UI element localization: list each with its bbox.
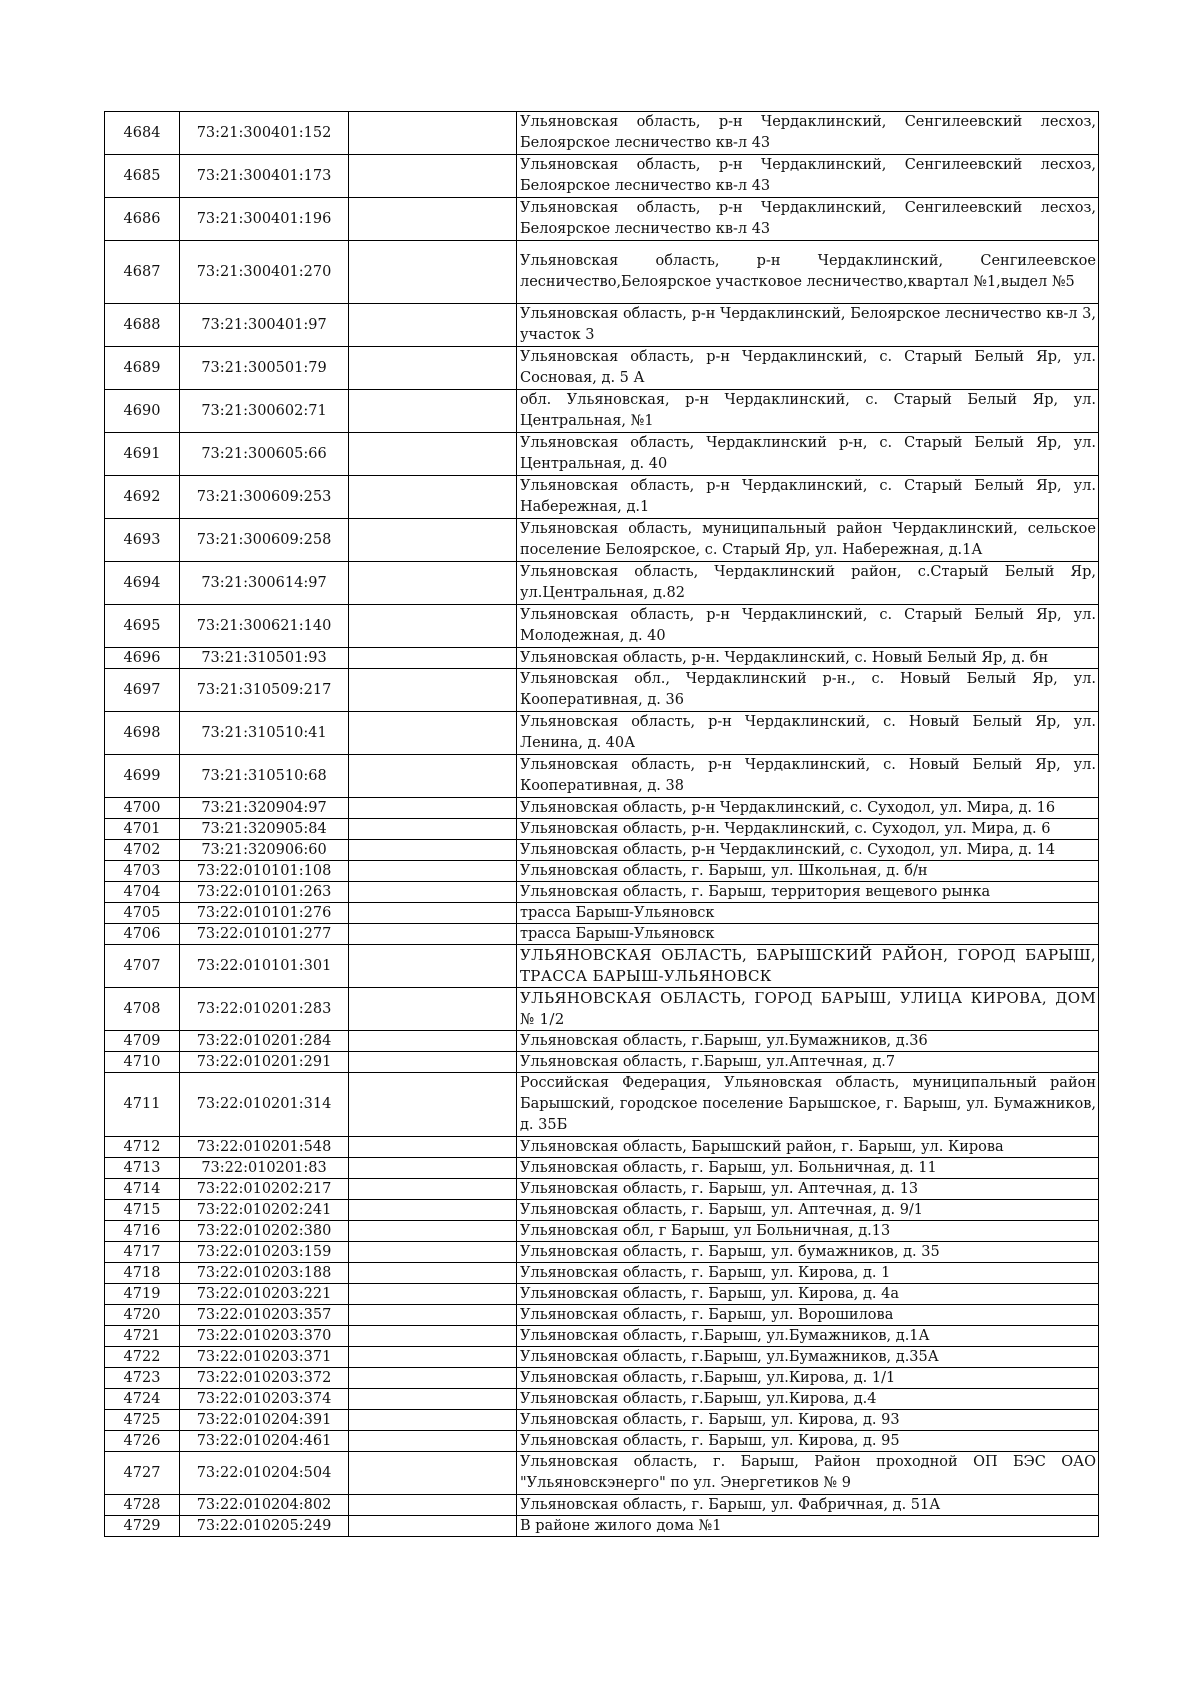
cadastral-number-cell: 73:22:010203:188 [180, 1263, 349, 1284]
cadastral-number-cell: 73:21:300401:152 [180, 112, 349, 155]
cadastral-number-cell: 73:21:320905:84 [180, 819, 349, 840]
empty-cell [349, 605, 517, 648]
row-number-cell: 4703 [105, 861, 180, 882]
empty-cell [349, 1052, 517, 1073]
empty-cell [349, 390, 517, 433]
address-cell: Ульяновская обл, г Барыш, ул Больничная, д.13 [517, 1221, 1099, 1242]
cadastral-number-cell: 73:21:300401:97 [180, 304, 349, 347]
table-row [105, 712, 1099, 755]
empty-cell [349, 840, 517, 861]
address-cell: Ульяновская область, р-н Чердаклинский, с. Старый Белый Яр, ул. Набережная, д.1 [517, 476, 1099, 519]
empty-cell [349, 476, 517, 519]
cadastral-number-cell: 73:21:310510:41 [180, 712, 349, 755]
cadastral-number-cell: 73:22:010205:249 [180, 1516, 349, 1537]
cadastral-number-cell: 73:22:010201:291 [180, 1052, 349, 1073]
empty-cell [349, 1158, 517, 1179]
empty-cell [349, 924, 517, 945]
row-number-cell: 4694 [105, 562, 180, 605]
cadastral-number-cell: 73:21:300602:71 [180, 390, 349, 433]
cadastral-number-cell: 73:21:300401:196 [180, 198, 349, 241]
row-number-cell: 4722 [105, 1347, 180, 1368]
row-number-cell: 4719 [105, 1284, 180, 1305]
cadastral-number-cell: 73:21:310509:217 [180, 669, 349, 712]
cadastral-number-cell: 73:21:300621:140 [180, 605, 349, 648]
table-row [105, 347, 1099, 390]
table-row [105, 476, 1099, 519]
table-row [105, 1242, 1099, 1263]
address-cell: Ульяновская область, г.Барыш, ул.Кирова, д.4 [517, 1389, 1099, 1410]
table-row [105, 112, 1099, 155]
row-number-cell: 4708 [105, 988, 180, 1031]
row-number-cell: 4698 [105, 712, 180, 755]
empty-cell [349, 1200, 517, 1221]
table-row [105, 945, 1099, 988]
address-cell: Ульяновская область, г.Барыш, ул.Бумажников, д.35А [517, 1347, 1099, 1368]
address-cell: Ульяновская область, г.Барыш, ул.Бумажников, д.36 [517, 1031, 1099, 1052]
cadastral-number-cell: 73:22:010203:159 [180, 1242, 349, 1263]
address-cell: Ульяновская область, р-н Чердаклинский, Сенгилеевский лесхоз, Белоярское лесничество кв-л 43 [517, 112, 1099, 155]
table-body [105, 112, 1099, 1537]
row-number-cell: 4726 [105, 1431, 180, 1452]
row-number-cell: 4685 [105, 155, 180, 198]
empty-cell [349, 112, 517, 155]
cadastral-number-cell: 73:22:010203:357 [180, 1305, 349, 1326]
cadastral-number-cell: 73:22:010204:504 [180, 1452, 349, 1495]
cadastral-number-cell: 73:22:010201:548 [180, 1137, 349, 1158]
empty-cell [349, 669, 517, 712]
empty-cell [349, 1221, 517, 1242]
empty-cell [349, 945, 517, 988]
row-number-cell: 4693 [105, 519, 180, 562]
cadastral-number-cell: 73:22:010203:370 [180, 1326, 349, 1347]
address-cell: Ульяновская область, г. Барыш, ул. Кирова, д. 95 [517, 1431, 1099, 1452]
row-number-cell: 4687 [105, 241, 180, 304]
cadastral-number-cell: 73:21:300605:66 [180, 433, 349, 476]
row-number-cell: 4716 [105, 1221, 180, 1242]
row-number-cell: 4684 [105, 112, 180, 155]
cadastral-number-cell: 73:22:010203:374 [180, 1389, 349, 1410]
row-number-cell: 4707 [105, 945, 180, 988]
cadastral-number-cell: 73:21:320904:97 [180, 798, 349, 819]
table-row [105, 924, 1099, 945]
table-row [105, 1516, 1099, 1537]
empty-cell [349, 1410, 517, 1431]
address-cell: Ульяновская область, г. Барыш, ул. Школьная, д. б/н [517, 861, 1099, 882]
address-cell: Ульяновская область, муниципальный район Чердаклинский, сельское поселение Белоярское, с. Старый Яр, ул. Набережная, д.1А [517, 519, 1099, 562]
address-cell: Ульяновская область, Барышский район, г. Барыш, ул. Кирова [517, 1137, 1099, 1158]
row-number-cell: 4720 [105, 1305, 180, 1326]
address-cell: Ульяновская область, Чердаклинский р-н, с. Старый Белый Яр, ул. Центральная, д. 40 [517, 433, 1099, 476]
address-cell: Ульяновская область, г.Барыш, ул.Аптечная, д.7 [517, 1052, 1099, 1073]
address-cell: Ульяновская область, г. Барыш, ул. Ворошилова [517, 1305, 1099, 1326]
row-number-cell: 4696 [105, 648, 180, 669]
address-cell: Ульяновская область, г. Барыш, ул. Фабричная, д. 51А [517, 1495, 1099, 1516]
row-number-cell: 4711 [105, 1073, 180, 1137]
cadastral-number-cell: 73:22:010101:301 [180, 945, 349, 988]
empty-cell [349, 1073, 517, 1137]
address-cell: Ульяновская область, р-н. Чердаклинский, с. Новый Белый Яр, д. бн [517, 648, 1099, 669]
table-row [105, 1137, 1099, 1158]
table-row [105, 798, 1099, 819]
row-number-cell: 4688 [105, 304, 180, 347]
cadastral-number-cell: 73:21:300401:270 [180, 241, 349, 304]
address-cell: обл. Ульяновская, р-н Чердаклинский, с. Старый Белый Яр, ул. Центральная, №1 [517, 390, 1099, 433]
empty-cell [349, 755, 517, 798]
address-cell: Ульяновская обл., Чердаклинский р-н., с. Новый Белый Яр, ул. Кооперативная, д. 36 [517, 669, 1099, 712]
table-row [105, 562, 1099, 605]
address-cell: Ульяновская область, г. Барыш, ул. бумажников, д. 35 [517, 1242, 1099, 1263]
empty-cell [349, 1516, 517, 1537]
table-row [105, 861, 1099, 882]
row-number-cell: 4691 [105, 433, 180, 476]
table-row [105, 1495, 1099, 1516]
empty-cell [349, 1389, 517, 1410]
cadastral-number-cell: 73:22:010204:802 [180, 1495, 349, 1516]
table-row [105, 519, 1099, 562]
table-row [105, 1347, 1099, 1368]
row-number-cell: 4715 [105, 1200, 180, 1221]
cadastral-number-cell: 73:21:300609:258 [180, 519, 349, 562]
address-cell: Ульяновская область, г.Барыш, ул.Кирова, д. 1/1 [517, 1368, 1099, 1389]
address-cell: Ульяновская область, г. Барыш, ул. Аптечная, д. 13 [517, 1179, 1099, 1200]
table-row [105, 648, 1099, 669]
address-cell: Ульяновская область, г. Барыш, ул. Больничная, д. 11 [517, 1158, 1099, 1179]
empty-cell [349, 1305, 517, 1326]
table-row [105, 390, 1099, 433]
cadastral-number-cell: 73:21:300614:97 [180, 562, 349, 605]
table-row [105, 840, 1099, 861]
row-number-cell: 4702 [105, 840, 180, 861]
address-cell: Российская Федерация, Ульяновская область, муниципальный район Барышский, городское поселение Барышское, г. Барыш, ул. Бумажников, д. 35Б [517, 1073, 1099, 1137]
row-number-cell: 4704 [105, 882, 180, 903]
empty-cell [349, 1452, 517, 1495]
row-number-cell: 4728 [105, 1495, 180, 1516]
empty-cell [349, 1368, 517, 1389]
row-number-cell: 4690 [105, 390, 180, 433]
empty-cell [349, 347, 517, 390]
address-cell: Ульяновская область, р-н Чердаклинский, Сенгилеевский лесхоз, Белоярское лесничество кв-л 43 [517, 155, 1099, 198]
table-row [105, 433, 1099, 476]
empty-cell [349, 819, 517, 840]
row-number-cell: 4717 [105, 1242, 180, 1263]
cadastral-number-cell: 73:22:010203:371 [180, 1347, 349, 1368]
row-number-cell: 4714 [105, 1179, 180, 1200]
row-number-cell: 4699 [105, 755, 180, 798]
cadastral-number-cell: 73:22:010201:83 [180, 1158, 349, 1179]
table-row [105, 1200, 1099, 1221]
empty-cell [349, 1431, 517, 1452]
empty-cell [349, 1179, 517, 1200]
table-row [105, 903, 1099, 924]
cadastral-number-cell: 73:22:010202:241 [180, 1200, 349, 1221]
address-cell: Ульяновская область, г. Барыш, территория вещевого рынка [517, 882, 1099, 903]
row-number-cell: 4712 [105, 1137, 180, 1158]
row-number-cell: 4686 [105, 198, 180, 241]
address-cell: Ульяновская область, р-н. Чердаклинский, с. Суходол, ул. Мира, д. 6 [517, 819, 1099, 840]
cadastral-number-cell: 73:21:320906:60 [180, 840, 349, 861]
empty-cell [349, 433, 517, 476]
cadastral-number-cell: 73:22:010101:276 [180, 903, 349, 924]
address-cell: Ульяновская область, г.Барыш, ул.Бумажников, д.1А [517, 1326, 1099, 1347]
row-number-cell: 4718 [105, 1263, 180, 1284]
row-number-cell: 4689 [105, 347, 180, 390]
empty-cell [349, 882, 517, 903]
empty-cell [349, 155, 517, 198]
empty-cell [349, 1263, 517, 1284]
address-cell: Ульяновская область, Чердаклинский район, с.Старый Белый Яр, ул.Центральная, д.82 [517, 562, 1099, 605]
row-number-cell: 4706 [105, 924, 180, 945]
cadastral-number-cell: 73:22:010204:391 [180, 1410, 349, 1431]
cadastral-number-cell: 73:22:010203:372 [180, 1368, 349, 1389]
row-number-cell: 4725 [105, 1410, 180, 1431]
row-number-cell: 4705 [105, 903, 180, 924]
row-number-cell: 4709 [105, 1031, 180, 1052]
table-row [105, 605, 1099, 648]
address-cell: УЛЬЯНОВСКАЯ ОБЛАСТЬ, БАРЫШСКИЙ РАЙОН, ГОРОД БАРЫШ, ТРАССА БАРЫШ-УЛЬЯНОВСК [517, 945, 1099, 988]
cadastral-number-cell: 73:22:010203:221 [180, 1284, 349, 1305]
empty-cell [349, 648, 517, 669]
address-cell: Ульяновская область, р-н Чердаклинский, с. Старый Белый Яр, ул. Молодежная, д. 40 [517, 605, 1099, 648]
table-row [105, 155, 1099, 198]
table-row [105, 1073, 1099, 1137]
row-number-cell: 4710 [105, 1052, 180, 1073]
cadastral-number-cell: 73:22:010201:284 [180, 1031, 349, 1052]
table-row [105, 755, 1099, 798]
cadastral-number-cell: 73:21:300401:173 [180, 155, 349, 198]
address-cell: Ульяновская область, р-н Чердаклинский, с. Суходол, ул. Мира, д. 14 [517, 840, 1099, 861]
address-cell: трасса Барыш-Ульяновск [517, 903, 1099, 924]
row-number-cell: 4700 [105, 798, 180, 819]
empty-cell [349, 1137, 517, 1158]
address-cell: Ульяновская область, р-н Чердаклинский, Белоярское лесничество кв-л 3, участок 3 [517, 304, 1099, 347]
address-cell: Ульяновская область, р-н Чердаклинский, с. Суходол, ул. Мира, д. 16 [517, 798, 1099, 819]
row-number-cell: 4697 [105, 669, 180, 712]
table-row [105, 1052, 1099, 1073]
table-row [105, 304, 1099, 347]
table-row [105, 198, 1099, 241]
empty-cell [349, 519, 517, 562]
row-number-cell: 4727 [105, 1452, 180, 1495]
cadastral-number-cell: 73:22:010202:217 [180, 1179, 349, 1200]
row-number-cell: 4724 [105, 1389, 180, 1410]
row-number-cell: 4701 [105, 819, 180, 840]
row-number-cell: 4723 [105, 1368, 180, 1389]
empty-cell [349, 198, 517, 241]
cadastral-number-cell: 73:21:310501:93 [180, 648, 349, 669]
row-number-cell: 4713 [105, 1158, 180, 1179]
cadastral-number-cell: 73:22:010101:108 [180, 861, 349, 882]
address-cell: трасса Барыш-Ульяновск [517, 924, 1099, 945]
address-cell: В районе жилого дома №1 [517, 1516, 1099, 1537]
table-row [105, 1431, 1099, 1452]
address-cell: Ульяновская область, г. Барыш, ул. Кирова, д. 1 [517, 1263, 1099, 1284]
row-number-cell: 4695 [105, 605, 180, 648]
cadastral-number-cell: 73:22:010101:263 [180, 882, 349, 903]
empty-cell [349, 241, 517, 304]
row-number-cell: 4721 [105, 1326, 180, 1347]
address-cell: Ульяновская область, г. Барыш, ул. Кирова, д. 4а [517, 1284, 1099, 1305]
address-cell: УЛЬЯНОВСКАЯ ОБЛАСТЬ, ГОРОД БАРЫШ, УЛИЦА КИРОВА, ДОМ № 1/2 [517, 988, 1099, 1031]
cadastral-number-cell: 73:22:010201:283 [180, 988, 349, 1031]
table-row [105, 1410, 1099, 1431]
table-row [105, 669, 1099, 712]
row-number-cell: 4692 [105, 476, 180, 519]
empty-cell [349, 712, 517, 755]
cadastral-number-cell: 73:22:010201:314 [180, 1073, 349, 1137]
table-row [105, 882, 1099, 903]
empty-cell [349, 1326, 517, 1347]
table-row [105, 1368, 1099, 1389]
table-row [105, 1389, 1099, 1410]
cadastral-number-cell: 73:21:300501:79 [180, 347, 349, 390]
empty-cell [349, 1347, 517, 1368]
table-row [105, 1158, 1099, 1179]
empty-cell [349, 798, 517, 819]
table-row [105, 241, 1099, 304]
cadastral-number-cell: 73:22:010101:277 [180, 924, 349, 945]
cadastral-number-cell: 73:22:010204:461 [180, 1431, 349, 1452]
address-cell: Ульяновская область, р-н Чердаклинский, Сенгилеевское лесничество,Белоярское участковое лесничество,квартал №1,выдел №5 [517, 241, 1099, 304]
empty-cell [349, 562, 517, 605]
table-row [105, 1284, 1099, 1305]
empty-cell [349, 861, 517, 882]
cadastral-registry-table [104, 111, 1099, 1537]
empty-cell [349, 988, 517, 1031]
empty-cell [349, 1495, 517, 1516]
address-cell: Ульяновская область, г. Барыш, ул. Кирова, д. 93 [517, 1410, 1099, 1431]
table-row [105, 1263, 1099, 1284]
cadastral-number-cell: 73:21:300609:253 [180, 476, 349, 519]
table-row [105, 1305, 1099, 1326]
table-row [105, 1452, 1099, 1495]
empty-cell [349, 903, 517, 924]
table-row [105, 988, 1099, 1031]
table-row [105, 1031, 1099, 1052]
table-row [105, 819, 1099, 840]
table-row [105, 1179, 1099, 1200]
row-number-cell: 4729 [105, 1516, 180, 1537]
address-cell: Ульяновская область, р-н Чердаклинский, с. Старый Белый Яр, ул. Сосновая, д. 5 А [517, 347, 1099, 390]
empty-cell [349, 1284, 517, 1305]
cadastral-number-cell: 73:21:310510:68 [180, 755, 349, 798]
address-cell: Ульяновская область, р-н Чердаклинский, с. Новый Белый Яр, ул. Ленина, д. 40А [517, 712, 1099, 755]
empty-cell [349, 304, 517, 347]
empty-cell [349, 1031, 517, 1052]
address-cell: Ульяновская область, р-н Чердаклинский, Сенгилеевский лесхоз, Белоярское лесничество кв-л 43 [517, 198, 1099, 241]
table-row [105, 1221, 1099, 1242]
cadastral-number-cell: 73:22:010202:380 [180, 1221, 349, 1242]
address-cell: Ульяновская область, г. Барыш, Район проходной ОП БЭС ОАО "Ульяновскэнерго" по ул. Энергетиков № 9 [517, 1452, 1099, 1495]
address-cell: Ульяновская область, г. Барыш, ул. Аптечная, д. 9/1 [517, 1200, 1099, 1221]
table-row [105, 1326, 1099, 1347]
empty-cell [349, 1242, 517, 1263]
address-cell: Ульяновская область, р-н Чердаклинский, с. Новый Белый Яр, ул. Кооперативная, д. 38 [517, 755, 1099, 798]
